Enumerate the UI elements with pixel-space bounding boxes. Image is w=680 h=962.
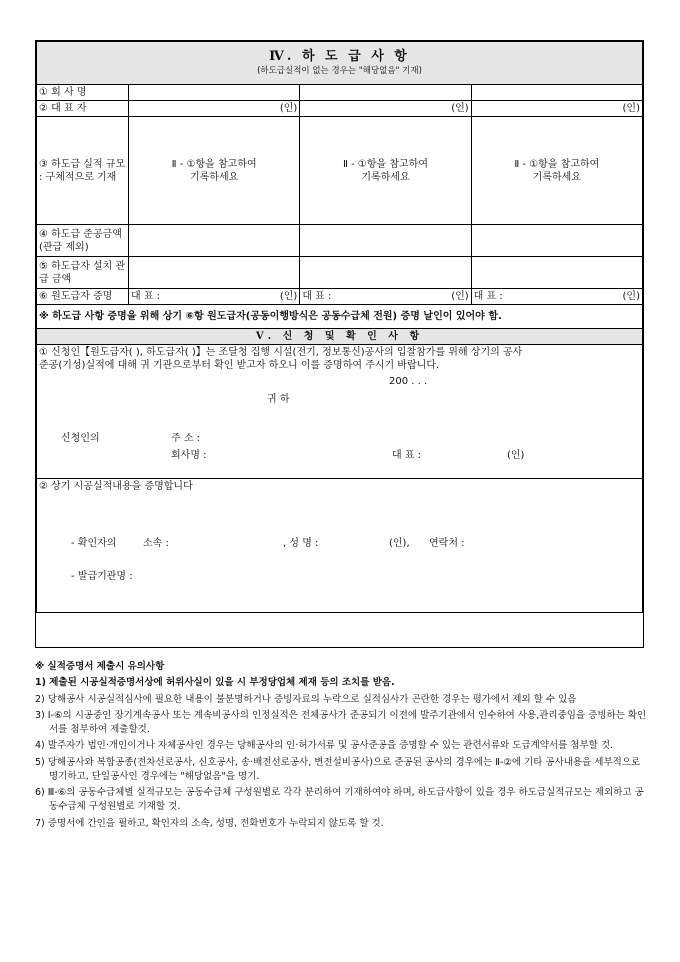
seal-mark: (인) [622,291,640,302]
ceo-cell-2[interactable] [300,101,471,117]
scale-ref-line2: 기록하세요 [361,171,410,183]
scale-ref-line1: Ⅱ - ①항을 참고하여 [342,158,428,170]
scale-ref-line1: Ⅱ - ①항을 참고하여 [514,158,600,170]
ceo-label: ② 대 표 자 [37,101,129,117]
company-label: ① 회 사 명 [37,85,129,101]
verifier-contact[interactable]: 연락처 : [429,538,465,549]
prime-cert-cell-1[interactable] [129,289,300,305]
ceo-cell-3[interactable] [471,101,642,117]
applicant-seal: (인) [507,450,525,461]
amount-cell-1[interactable] [129,225,300,257]
ceo-cell-1[interactable] [129,101,300,117]
scale-cell-3[interactable] [471,117,642,225]
supplied-cell-3[interactable] [471,257,642,289]
verifier-name[interactable]: , 성 명 : [283,538,319,549]
request-line2: 준공(기성)실적에 대해 귀 기관으로부터 확인 받고자 하오니 이를 증명하여 주시기 바랍니다. [39,360,440,371]
section4-note: ※ 하도급 사항 증명을 위해 상기 ⑥항 원도급자(공동이행방식은 공동수급체 전원) 증명 날인이 있어야 함. [37,305,643,329]
scale-ref-line2: 기록하세요 [190,171,239,183]
note-item: 2) 당해공사 시공실적심사에 필요한 내용이 불분명하거나 증빙자료의 누락으로 실적심사가 곤란한 경우는 평가에서 제외 할 수 있음 [35,693,577,705]
seal-mark: (인) [451,103,469,114]
ceo-short: 대 표 : [473,291,503,302]
scale-label: ③ 하도급 실적 규모 : 구체적으로 기재 [37,117,129,225]
amount-cell-3[interactable] [471,225,642,257]
note-item: 1) 제출된 시공실적증명서상에 허위사실이 있을 시 부정당업체 제재 등의 조치를 받음. [35,677,395,689]
scale-ref-line1: Ⅱ - ①항을 참고하여 [171,158,257,170]
note-item: 6) Ⅲ-⑥의 공동수급체별 실적규모는 공동수급체 구성원별로 각각 분리하여 기재하여야 하며, 하도급사항이 있을 경우 하도급실적규모는 제외하고 공동수급체 구성원별로 기재할 것. [35,787,644,813]
certify-box [37,479,643,613]
company-name-label: 회사명 : [171,450,207,461]
seal-mark: (인) [279,291,298,302]
receiver-label[interactable]: - 발급기관명 : [71,571,133,582]
prime-cert-cell-3[interactable] [471,289,642,305]
scale-cell-1[interactable] [129,117,300,225]
amount-cell-2[interactable] [300,225,471,257]
ceo-short: 대 표 : [302,291,332,302]
ceo-short: 대 표 : [131,291,161,302]
addressee: 귀 하 [267,394,290,405]
request-date[interactable]: 200 . . . [389,376,428,387]
section4-subtitle: (하도급실적이 없는 경우는 "해당없음" 기재) [257,65,422,76]
scale-ref-line2: 기록하세요 [532,171,581,183]
applicant-label: 신청인의 [61,433,100,444]
prime-cert-cell-2[interactable] [300,289,471,305]
address-label: 주 소 : [171,433,201,444]
request-line1: ① 신청인【원도급자( ), 하도급자( )】는 조달청 집행 시설(전기, 정보통신)공사의 입찰참가를 위해 상기의 공사 [39,347,523,358]
section5-title: Ⅴ. 신 청 및 확 인 사 항 [37,329,643,345]
note-item: 3) Ⅰ-⑥의 시공중인 장기계속공사 또는 계속비공사의 인정실적은 전체공사가 준공되기 이전에 발주기관에서 인수하여 사용,관리중임을 증빙하는 확인서를 첨부하여 제출할것. [35,709,647,735]
notes-title: ※ 실적증명서 제출시 유의사항 [35,661,165,672]
submission-notes [35,660,647,833]
seal-mark: (인) [622,103,640,114]
seal-mark: (인) [279,103,298,114]
company-cell-1[interactable] [129,85,300,101]
supplied-cell-2[interactable] [300,257,471,289]
verifier-seal: (인), [389,538,410,549]
note-item: 7) 증명서에 간인을 필하고, 확인자의 소속, 성명, 전화번호가 누락되지 않도록 할 것. [35,817,384,829]
supplied-cell-1[interactable] [129,257,300,289]
section4-header [37,42,643,85]
note-item: 5) 당해공사와 복합공종(전차선로공사, 신호공사, 송·배전선로공사, 변전설비공사)으로 준공된 공사의 경우에는 Ⅱ-②에 기타 공사내용을 세부적으로 명기하고, 단일공사인 경우에는 "해당없음"을 명기. [35,756,641,782]
supplied-label: ⑤ 하도급자 설치 관급 금액 [37,257,129,289]
prime-cert-label: ⑥ 원도급자 증명 [37,289,129,305]
note-item: 4) 발주자가 법인·개인이거나 자체공사인 경우는 당해공사의 인·허가서류 및 공사준공을 증명할 수 있는 관련서류와 도급계약서를 첨부할 것. [35,740,614,752]
section4-title: Ⅳ. 하 도 급 사 항 [269,49,410,65]
request-box [37,345,643,479]
company-cell-2[interactable] [300,85,471,101]
certify-line: ② 상기 시공실적내용을 증명합니다 [39,481,193,492]
verifier-dept[interactable]: 소속 : [143,538,169,549]
amount-label: ④ 하도급 준공금액 (관급 제외) [37,225,129,257]
seal-mark: (인) [451,291,469,302]
scale-cell-2[interactable] [300,117,471,225]
company-cell-3[interactable] [471,85,642,101]
subcontract-table [36,41,643,613]
verifier-label: - 확인자의 [71,538,117,549]
applicant-ceo-label: 대 표 : [392,450,422,461]
certificate-frame [35,40,644,648]
